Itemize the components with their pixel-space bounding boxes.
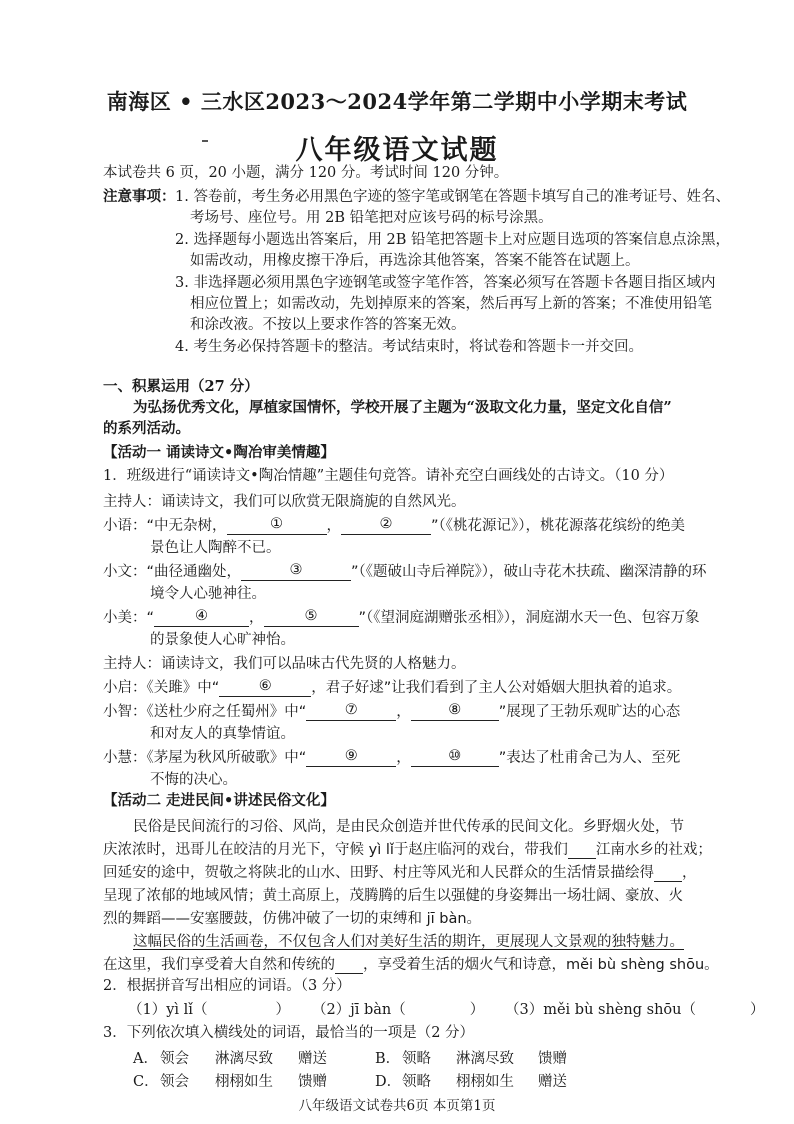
- note-4: 4. 考生务必保持答题卡的整洁。考试结束时，将试卷和答题卡一并交回。: [175, 339, 643, 355]
- passage-line-7a: 在这里，我们享受着大自然和传统的: [103, 957, 335, 973]
- xiaowen-text-a: 小文：“曲径通幽处，: [103, 564, 242, 580]
- passage-line-3: [103, 861, 697, 882]
- blank-5[interactable]: ⑤: [264, 608, 359, 627]
- q2-item-2: [312, 1000, 484, 1020]
- section-1-heading: 一、积累运用（27 分）: [103, 378, 259, 395]
- option-d-word-2: 栩栩如生: [456, 1074, 514, 1090]
- passage-blank-2[interactable]: [654, 865, 682, 882]
- comma: ，: [396, 750, 411, 766]
- comma: ，: [249, 610, 264, 626]
- xiaoyu-text-c: 景色让人陶醉不已。: [150, 540, 281, 556]
- activity-2-heading: 【活动二 走进民间•讲述民俗文化】: [103, 792, 335, 809]
- option-d-word-3: 赠送: [538, 1074, 567, 1090]
- option-b-word-1: 领略: [402, 1051, 431, 1067]
- option-a-word-2: 淋漓尽致: [215, 1051, 273, 1067]
- xiaoyu-text-a: 小语：“中无杂树，: [103, 518, 227, 534]
- page-footer: 八年级语文试卷共6页 本页第1页: [298, 1098, 496, 1114]
- option-d-word-1: 领略: [402, 1074, 431, 1090]
- passage-line-5: 烈的舞蹈——安塞腰鼓，仿佛冲破了一切的束缚和 jī bàn。: [103, 911, 482, 927]
- blank-3[interactable]: ③: [241, 562, 351, 581]
- exam-intro: 本试卷共 6 页，20 小题，满分 120 分。考试时间 120 分钟。: [103, 165, 509, 181]
- exam-subject-title: 八年级语文试题: [295, 135, 499, 166]
- note-2b: 如需改动，用橡皮擦干净后，再选涂其他答案，答案不能答在试题上。: [190, 253, 640, 269]
- note-3b: 相应位置上；如需改动，先划掉原来的答案，然后再写上新的答案；不准使用铅笔: [190, 296, 712, 312]
- option-a-letter: A．: [133, 1051, 158, 1067]
- blank-10[interactable]: ⑩: [411, 748, 499, 767]
- q2-item-2-close: ）: [469, 1002, 485, 1018]
- q2-item-1-label: （1）yì lǐ（: [128, 1002, 208, 1018]
- passage-line-2: [103, 838, 712, 859]
- q2-item-3: [505, 1000, 764, 1020]
- q2-item-2-label: （2）jī bàn（: [312, 1002, 406, 1018]
- option-a-word-1: 领会: [160, 1051, 189, 1067]
- option-c-word-2: 栩栩如生: [215, 1074, 273, 1090]
- xiaowen-text-c: 境令人心驰神往。: [150, 586, 266, 602]
- passage-blank-1[interactable]: [568, 842, 596, 859]
- blank-7[interactable]: ⑦: [306, 702, 396, 721]
- passage-line-6-underlined: 这幅民俗的生活画卷，不仅包含人们对美好生活的期许，更展现人文景观的独特魅力。: [133, 934, 684, 950]
- option-b-word-3: 馈赠: [538, 1051, 567, 1067]
- blank-8[interactable]: ⑧: [411, 702, 499, 721]
- question-1-stem: 1．班级进行“诵读诗文•陶冶情趣”主题佳句竞答。请补充空白画线处的古诗文。（10 分）: [103, 468, 674, 484]
- passage-line-3b: ，: [682, 865, 697, 881]
- xiaomei-text-c: 的景象使人心旷神怡。: [150, 632, 295, 648]
- xiaowen-line: [103, 560, 707, 581]
- comma: ，: [326, 518, 342, 534]
- xiaozhi-text-c: 和对友人的真挚情谊。: [150, 726, 295, 742]
- xiaohui-text-c: 不悔的决心。: [150, 772, 237, 788]
- question-3-stem: 3．下列依次填入横线处的词语，最恰当的一项是（2 分）: [103, 1025, 475, 1041]
- xiaowen-text-b: ”（《题破山寺后禅院》），破山寺花木扶疏、幽深清静的环: [351, 564, 707, 580]
- passage-line-4: 呈现了浓郁的地域风情；黄土高原上，茂腾腾的后生以强健的身姿舞出一场壮阔、豪放、火: [103, 888, 683, 904]
- xiaohui-text-b: ”表达了杜甫舍己为人、至死: [498, 750, 681, 766]
- q2-item-3-label: （3）měi bù shèng shōu（: [505, 1002, 696, 1018]
- blank-2[interactable]: ②: [341, 516, 431, 535]
- xiaozhi-text-b: ”展现了王勃乐观旷达的心态: [498, 704, 681, 720]
- option-c-word-1: 领会: [160, 1074, 189, 1090]
- blank-9[interactable]: ⑨: [306, 748, 396, 767]
- xiaohui-line: [103, 746, 680, 767]
- q2-item-3-close: ）: [749, 1002, 765, 1018]
- host-line-2: 主持人：诵读诗文，我们可以品味古代先贤的人格魅力。: [103, 656, 466, 672]
- q2-item-1-close: ）: [275, 1002, 290, 1018]
- passage-line-2b: 江南水乡的社戏；: [595, 842, 712, 858]
- note-2a: 2. 选择题每小题选出答案后，用 2B 铅笔把答题卡上对应题目选项的答案信息点涂黑，: [175, 232, 731, 248]
- passage-blank-3[interactable]: [335, 957, 363, 974]
- option-b-word-2: 淋漓尽致: [456, 1051, 514, 1067]
- note-1a: 1. 答卷前，考生务必用黑色字迹的签字笔或钢笔在答题卡填写自己的准考证号、姓名、: [175, 189, 730, 205]
- xiaoqi-text-a: 小启：《关雎》中“: [103, 680, 220, 696]
- xiaomei-text-b: ”（《望洞庭湖赠张丞相》），洞庭湖水天一色、包容万象: [358, 610, 700, 626]
- xiaozhi-text-a: 小智：《送杜少府之任蜀州》中“: [103, 704, 307, 720]
- xiaozhi-line: [103, 700, 680, 721]
- xiaomei-line: [103, 606, 700, 627]
- notes-label: 注意事项：: [103, 188, 176, 205]
- option-c-letter: C．: [133, 1074, 159, 1090]
- activity-1-heading: 【活动一 诵读诗文•陶冶审美情趣】: [103, 444, 335, 461]
- note-1b: 考场号、座位号。用 2B 铅笔把对应该号码的标号涂黑。: [190, 210, 553, 226]
- passage-line-7b: ，享受着生活的烟火气和诗意，měi bù shèng shōu。: [363, 957, 719, 973]
- passage-line-2a: 庆浓浓时，迅哥儿在皎洁的月光下，守候 yì lǐ于赵庄临河的戏台，带我们: [103, 842, 568, 858]
- passage-line-3a: 回延安的途中，贺敬之将陕北的山水、田野、村庄等风光和人民群众的生活情景描绘得: [103, 865, 654, 881]
- blank-4[interactable]: ④: [154, 608, 249, 627]
- q2-item-1: [128, 1000, 290, 1020]
- xiaomei-text-a: 小美：“: [103, 610, 155, 626]
- xiaoqi-text-b: ，君子好逑”让我们看到了主人公对婚姻大胆执着的追求。: [311, 680, 682, 696]
- blank-6[interactable]: ⑥: [219, 678, 311, 697]
- note-3a: 3. 非选择题必须用黑色字迹钢笔或签字笔作答，答案必须写在答题卡各题目指区域内: [175, 275, 716, 291]
- passage-line-7: [103, 953, 719, 974]
- section-1-theme-b: 的系列活动。: [103, 420, 190, 437]
- option-a-word-3: 赠送: [298, 1051, 327, 1067]
- xiaohui-text-a: 小慧：《茅屋为秋风所破歌》中“: [103, 750, 307, 766]
- xiaoyu-line: [103, 514, 685, 535]
- question-2-stem: 2．根据拼音写出相应的词语。（3 分）: [103, 978, 351, 994]
- host-line-1: 主持人：诵读诗文，我们可以欣赏无限旖旎的自然风光。: [103, 494, 466, 510]
- section-1-theme-a: 为弘扬优秀文化，厚植家国情怀，学校开展了主题为“汲取文化力量，坚定文化自信”: [133, 399, 672, 416]
- option-b-letter: B．: [375, 1051, 401, 1067]
- option-c-word-3: 馈赠: [298, 1074, 327, 1090]
- comma: ，: [396, 704, 411, 720]
- note-3c: 和涂改液。不按以上要求作答的答案无效。: [190, 317, 466, 333]
- option-d-letter: D．: [375, 1074, 402, 1090]
- xiaoyu-text-b: ”（《桃花源记》），桃花源落花缤纷的绝美: [431, 518, 686, 534]
- passage-line-1: 民俗是民间流行的习俗、风尚，是由民众创造并世代传承的民间文化。乡野烟火处，节: [133, 819, 684, 835]
- xiaoqi-line: [103, 676, 681, 697]
- blank-1[interactable]: ①: [227, 516, 327, 535]
- exam-header-title: 南海区 • 三水区2023～2024学年第二学期中小学期末考试: [106, 89, 688, 114]
